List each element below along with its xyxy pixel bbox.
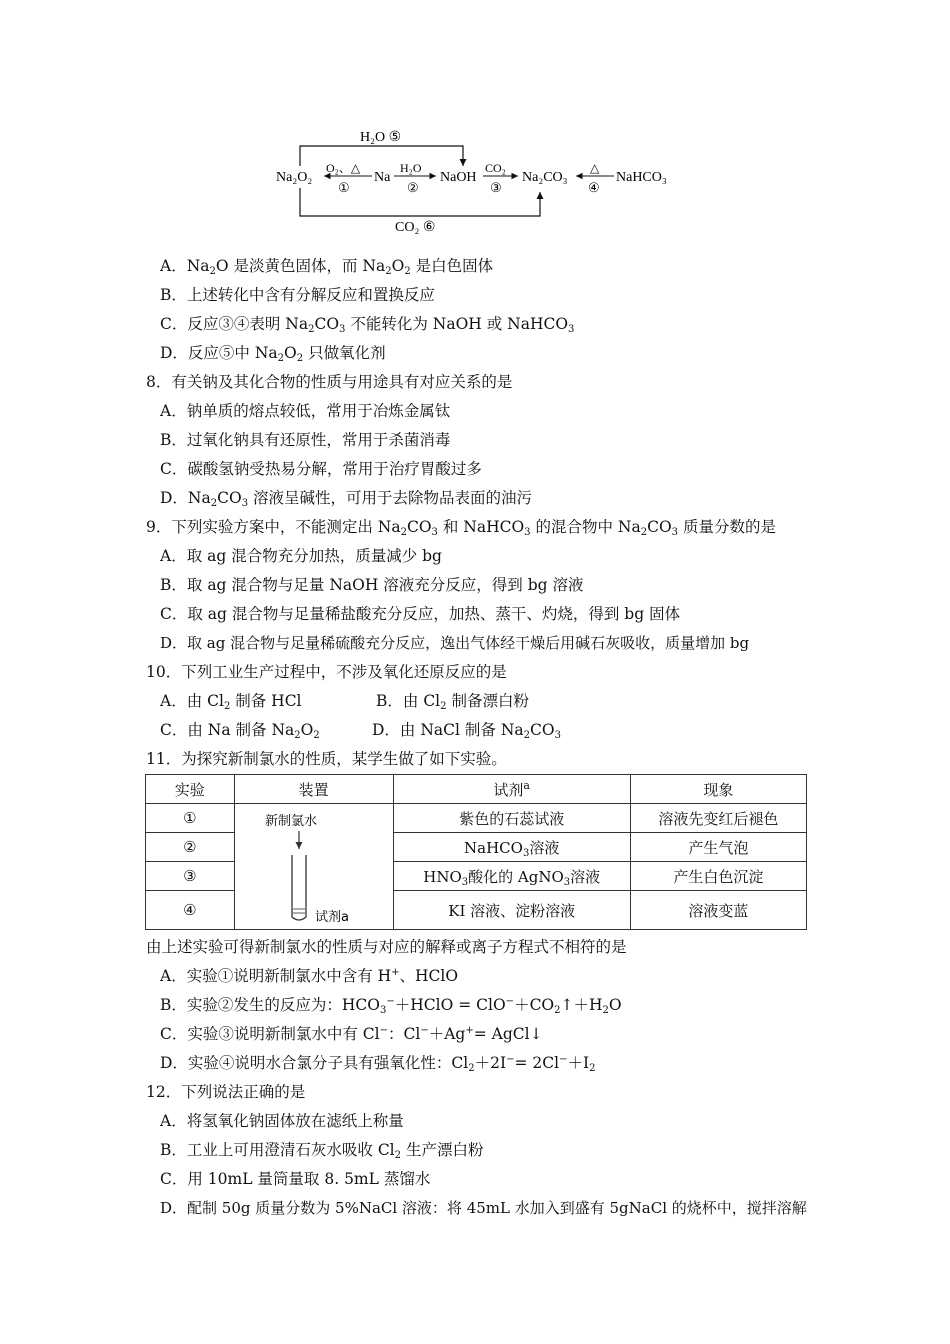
table-row: ② NaHCO$_3$溶液 产生气泡 bbox=[146, 833, 807, 862]
q12-option-a: A．将氢氧化钠固体放在滤纸上称量 bbox=[160, 1112, 404, 1130]
table-row: ③ $HNO_3$酸化的 AgNO$_3$溶液 产生白色沉淀 bbox=[146, 862, 807, 891]
q11-option-a: A．实验①说明新制氯水中含有 H+、HClO bbox=[160, 967, 459, 985]
q8-stem: 8．有关钠及其化合物的性质与用途具有对应关系的是 bbox=[146, 373, 513, 391]
svg-text:②: ② bbox=[407, 180, 419, 195]
q12-option-b: B．工业上可用澄清石灰水吸收 $Cl_2$ 生产漂白粉 bbox=[160, 1141, 484, 1161]
q8-option-b: B．过氧化钠具有还原性，常用于杀菌消毒 bbox=[160, 431, 451, 449]
svg-text:O₂、△: O₂、△ bbox=[326, 161, 361, 175]
q10-option-b: B．由 $Cl_2$ 制备漂白粉 bbox=[376, 692, 529, 712]
q11-option-d: D．实验④说明水合氯分子具有强氧化性：$Cl_2+2I^-= 2Cl^-+I_2$ bbox=[160, 1054, 596, 1074]
q8-option-c: C．碳酸氢钠受热易分解，常用于治疗胃酸过多 bbox=[160, 460, 482, 478]
q11-option-b: B．实验②发生的反应为：$HCO_3^-+HClO$ = $ClO^-+CO_2↑+H_2O$ bbox=[160, 996, 622, 1016]
q10-option-d: D．由 NaCl 制备 $Na_2CO_3$ bbox=[372, 721, 561, 741]
reaction-diagram bbox=[270, 122, 690, 242]
label-r5: H₂O ⑤ bbox=[360, 130, 402, 145]
header-experiment: 实验 bbox=[146, 775, 235, 804]
compound-na: Na bbox=[374, 170, 391, 185]
svg-text:H₂O: H₂O bbox=[400, 161, 422, 175]
compound-na2o2: Na₂O₂ bbox=[276, 170, 313, 185]
table-row: ① 新制氯水 试剂a 紫色的石蕊试液 溶液先变红后褪色 bbox=[146, 804, 807, 833]
svg-text:△: △ bbox=[590, 161, 600, 175]
svg-text:新制氯水: 新制氯水 bbox=[264, 813, 317, 829]
compound-naoh: NaOH bbox=[440, 170, 477, 185]
q10-option-c: C．由 Na 制备 $Na_2O_2$ bbox=[160, 721, 320, 741]
test-tube-apparatus bbox=[235, 805, 393, 929]
q11-after-text: 由上述实验可得新制氯水的性质与对应的解释或离子方程式不相符的是 bbox=[146, 938, 627, 956]
compound-na2co3: Na₂CO₃ bbox=[522, 170, 568, 185]
table-row: ④ KI 溶液、淀粉溶液 溶液变蓝 bbox=[146, 891, 807, 930]
q7-option-a: A．$Na_2O$ 是淡黄色固体，而 $Na_2O_2$ 是白色固体 bbox=[160, 257, 494, 277]
q7-option-c: C．反应③④表明 $Na_2CO_3$ 不能转化为 NaOH 或 NaHCO$_3$ bbox=[160, 315, 575, 335]
q7-option-d: D．反应⑤中 $Na_2O_2$ 只做氧化剂 bbox=[160, 344, 386, 364]
svg-text:CO₂: CO₂ bbox=[485, 161, 506, 175]
q7-option-b: B．上述转化中含有分解反应和置换反应 bbox=[160, 286, 435, 304]
header-phenomenon: 现象 bbox=[630, 775, 806, 804]
q8-option-a: A．钠单质的熔点较低，常用于冶炼金属钛 bbox=[160, 402, 451, 420]
q9-option-b: B．取 ag 混合物与足量 NaOH 溶液充分反应，得到 bg 溶液 bbox=[160, 576, 584, 594]
q8-option-d: D．$Na_2CO_3$ 溶液呈碱性，可用于去除物品表面的油污 bbox=[160, 489, 532, 509]
q12-stem: 12．下列说法正确的是 bbox=[146, 1083, 306, 1101]
table-header-row bbox=[146, 775, 807, 804]
q11-stem: 11．为探究新制氯水的性质，某学生做了如下实验。 bbox=[146, 750, 507, 768]
svg-text:试剂a: 试剂a bbox=[314, 909, 349, 925]
q9-stem: 9．下列实验方案中，不能测定出 $Na_2CO_3$ 和 NaHCO$_3$ 的混合物中 $Na_2CO_3$ 质量分数的是 bbox=[146, 518, 776, 538]
q9-option-c: C．取 ag 混合物与足量稀盐酸充分反应，加热、蒸干、灼烧，得到 bg 固体 bbox=[160, 605, 681, 623]
q10-option-a: A．由 $Cl_2$ 制备 HCl bbox=[160, 692, 302, 712]
label-r6: CO₂ ⑥ bbox=[395, 220, 436, 235]
arrow-5 bbox=[300, 146, 463, 166]
q12-option-c: C．用 10mL 量筒量取 8. 5mL 蒸馏水 bbox=[160, 1170, 431, 1188]
q9-option-d: D．取 ag 混合物与足量稀硫酸充分反应，逸出气体经干燥后用碱石灰吸收，质量增加 bg bbox=[160, 634, 750, 652]
apparatus-cell bbox=[234, 804, 393, 930]
q11-option-c: C．实验③说明新制氯水中有 Cl−：Cl−＋Ag+= AgCl↓ bbox=[160, 1025, 543, 1043]
arrow-6 bbox=[300, 188, 540, 216]
svg-text:③: ③ bbox=[490, 180, 502, 195]
compound-nahco3: NaHCO₃ bbox=[616, 170, 667, 185]
q10-stem: 10．下列工业生产过程中，不涉及氧化还原反应的是 bbox=[146, 663, 507, 681]
q9-option-a: A．取 ag 混合物充分加热，质量减少 bg bbox=[160, 547, 442, 565]
header-apparatus: 装置 bbox=[234, 775, 393, 804]
svg-text:①: ① bbox=[338, 180, 350, 195]
q12-option-d: D．配制 50g 质量分数为 5%NaCl 溶液：将 45mL 水加入到盛有 5gNaCl 的烧杯中，搅拌溶解 bbox=[160, 1199, 807, 1217]
svg-text:④: ④ bbox=[588, 180, 600, 195]
header-reagent: 试剂$^a$ bbox=[393, 775, 630, 804]
experiment-table bbox=[145, 774, 807, 930]
